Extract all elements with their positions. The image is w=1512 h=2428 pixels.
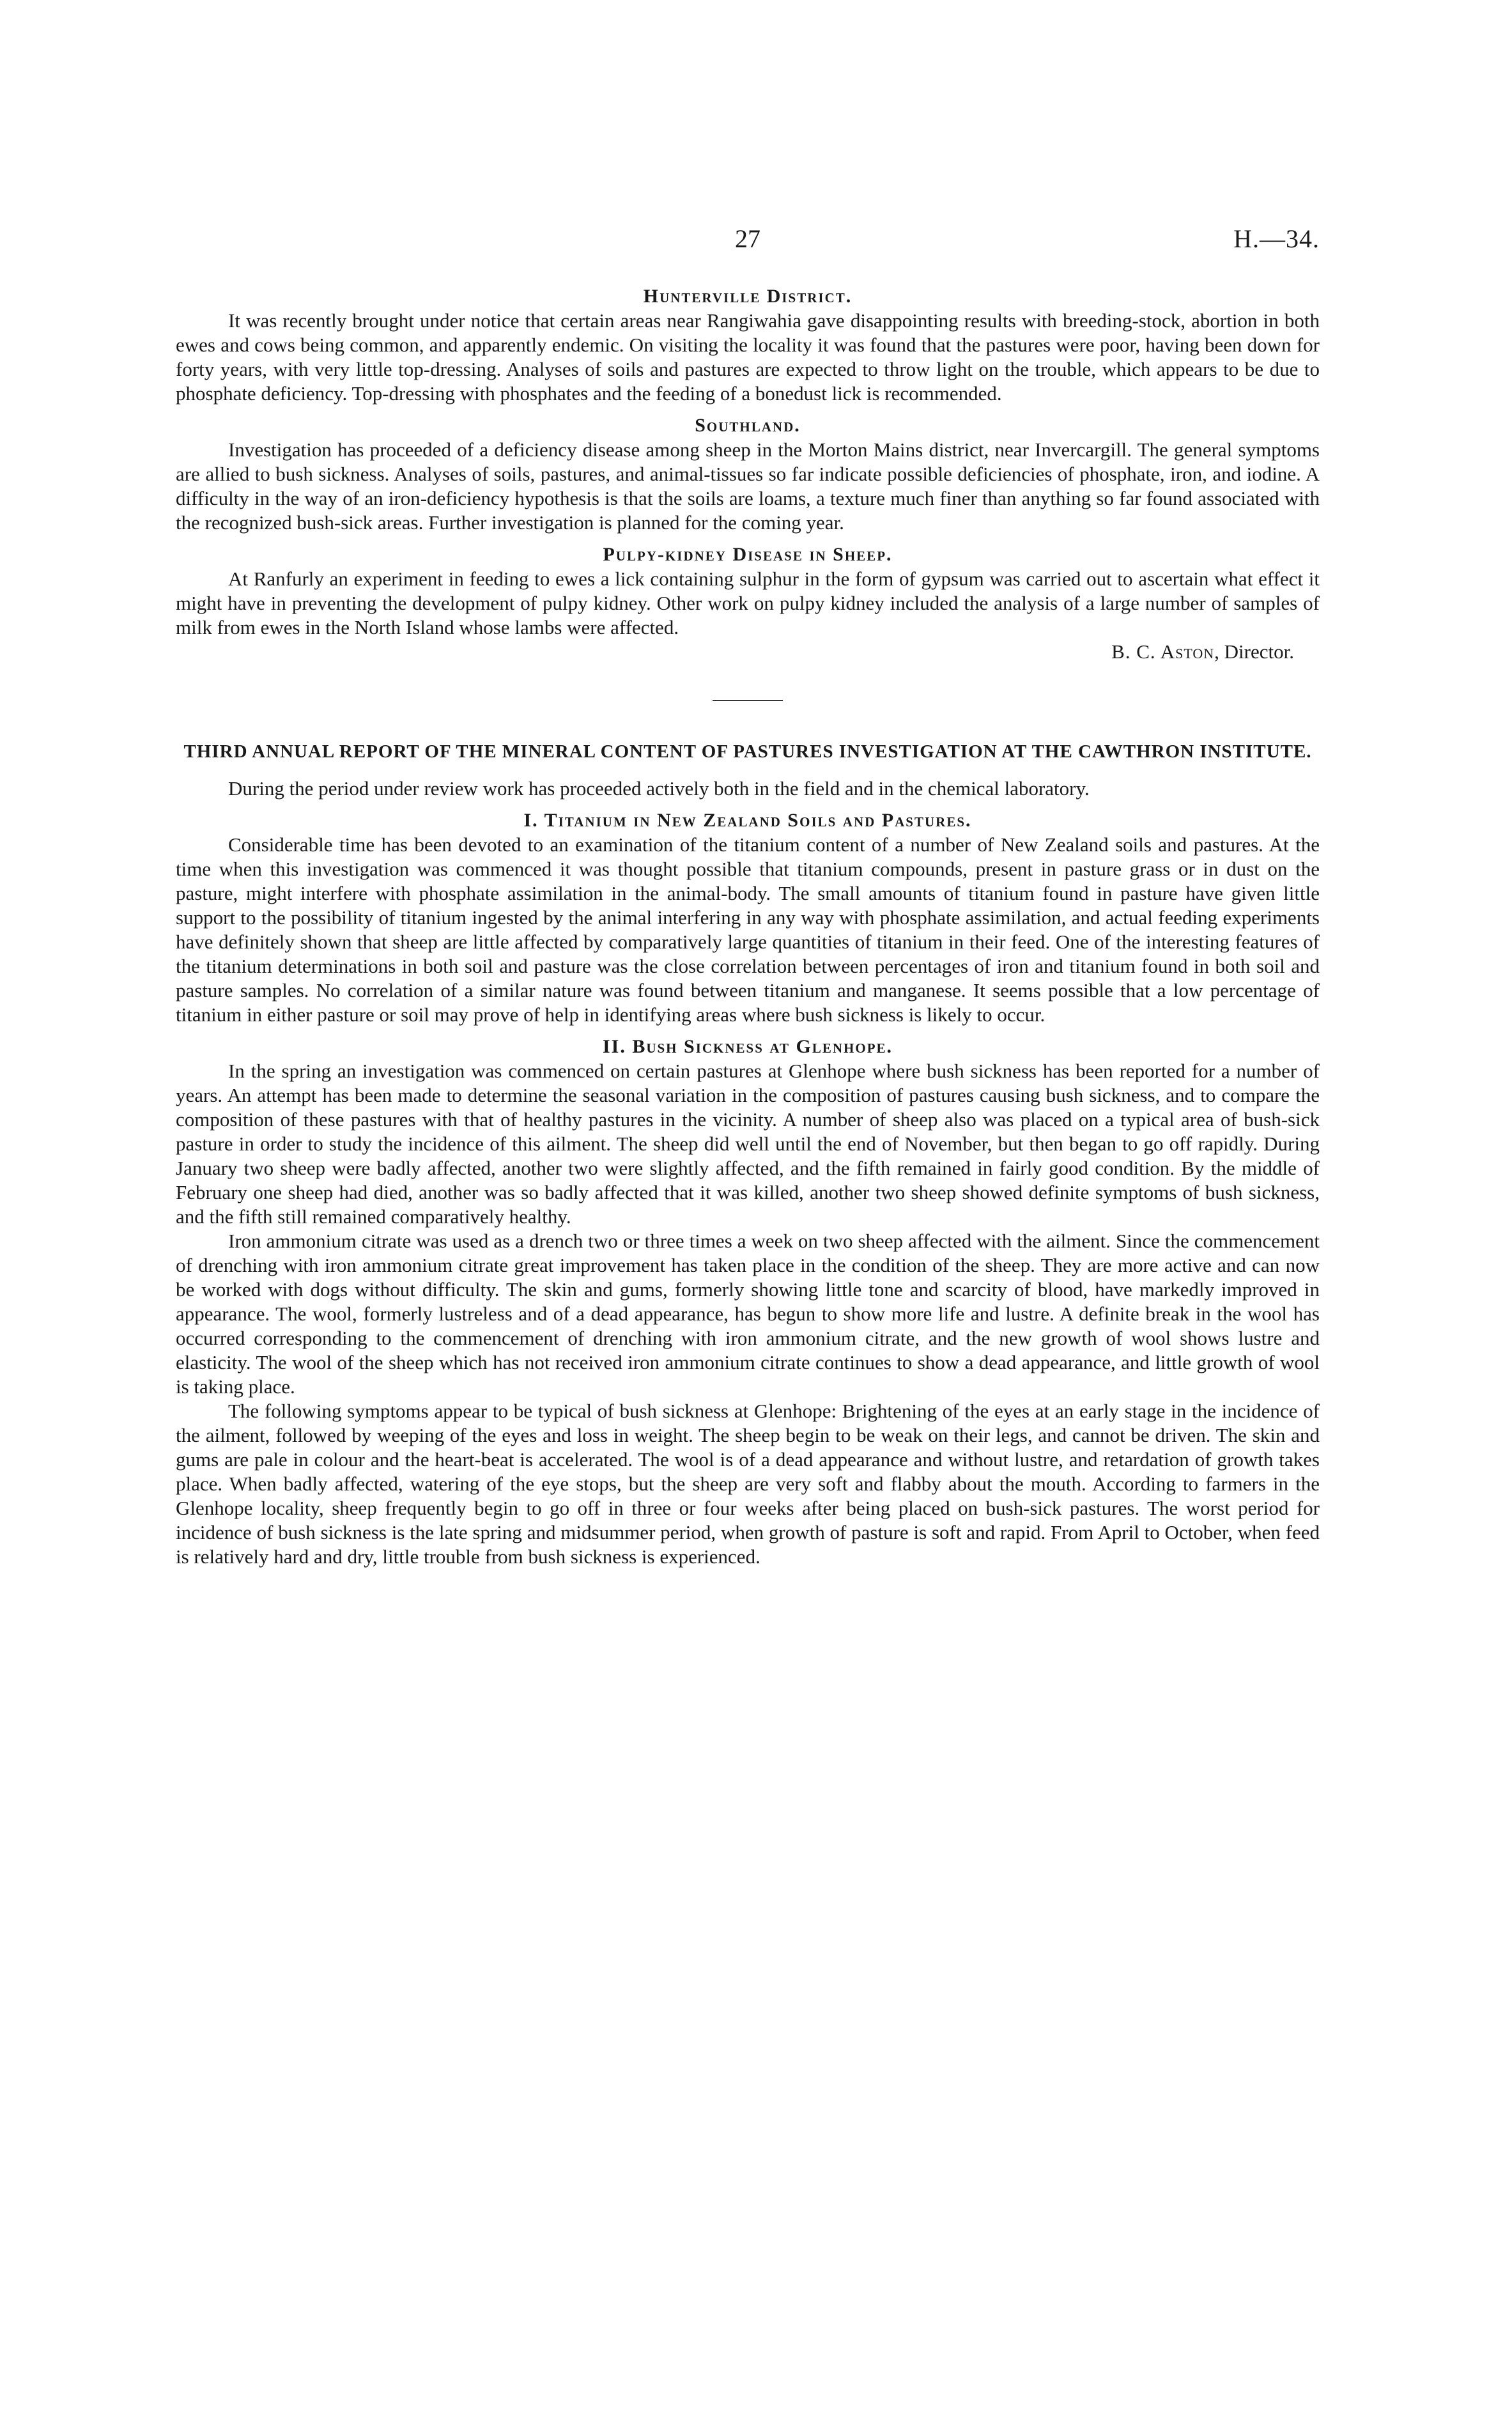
signature-name: B. C. Aston (1111, 640, 1215, 663)
paragraph-glenhope-symptoms: The following symptoms appear to be typical of bush sickness at Glenhope: Brightening of the eyes at an early stage in the incidence of the ailment, followed by weeping of the eyes and loss in weight. The sheep begin to be weak on their legs, and cannot be driven. The skin and gums are pale in colour and the heart-beat is accelerated. The wool is of a dead appearance and without lustre, and retardation of growth takes place. When badly affected, watering of the eye stops, but the sheep are very soft and flabby about the mouth. According to farmers in the Glenhope locality, sheep frequently begin to go off in three or four weeks after being placed on bush-sick pastures. The worst period for incidence of bush sickness is the late spring and midsummer period, when growth of pasture is soft and rapid. From April to October, when feed is relatively hard and dry, little trouble from bush sickness is experienced. (176, 1400, 1320, 1568)
paragraph-glenhope-investigation: In the spring an investigation was commenced on certain pastures at Glenhope where bush sickness has been reported for a number of years. An attempt has been made to determine the seasonal variation in the composition of pastures causing bush sickness, and to compare the composition of these pastures with that of healthy pastures in the vicinity. A number of sheep also was placed on a typical area of bush-sick pasture in order to study the incidence of this ailment. The sheep did well until the end of November, but then began to go off rapidly. During January two sheep were badly affected, another two were slightly affected, and the fifth remained in fairly good condition. By the middle of February one sheep had died, another was so badly affected that it was killed, another two sheep showed definite symptoms of bush sickness, and the fifth still remained comparatively healthy. (176, 1060, 1320, 1228)
paragraph-southland: Investigation has proceeded of a deficiency disease among sheep in the Morton Mains district, near Invercargill. The general symptoms are allied to bush sickness. Analyses of soils, pastures, and animal-tissues so far indicate possible deficiencies of phosphate, iron, and iodine. A difficulty in the way of an iron-deficiency hypothesis is that the soils are loams, a texture much finer than anything so far found associated with the recognized bush-sick areas. Further investigation is planned for the coming year. (176, 438, 1320, 534)
page-number: 27 (735, 224, 760, 253)
document-reference: H.—34. (1233, 224, 1320, 253)
paragraph-report-intro: During the period under review work has proceeded actively both in the field and in the chemical laboratory. (228, 777, 1090, 800)
section-heading-hunterville: Hunterville District. (643, 286, 852, 307)
section-heading-glenhope: II. Bush Sickness at Glenhope. (602, 1036, 893, 1057)
section-divider (713, 700, 783, 701)
report-title: THIRD ANNUAL REPORT OF THE MINERAL CONTENT OF PASTURES INVESTIGATION AT THE CAWTHRON INSTITUTE. (183, 741, 1312, 762)
signature-line (176, 640, 1320, 664)
paragraph-pulpy-kidney: At Ranfurly an experiment in feeding to ewes a lick containing sulphur in the form of gypsum was carried out to ascertain what effect it might have in preventing the development of pulpy kidney. Other work on pulpy kidney included the analysis of a large number of samples of milk from ewes in the North Island whose lambs were affected. (176, 568, 1320, 638)
section-heading-southland: Southland. (695, 415, 801, 436)
signature-title: , Director. (1214, 640, 1294, 663)
section-heading-pulpy-kidney: Pulpy-kidney Disease in Sheep. (603, 544, 893, 565)
running-head (176, 224, 1320, 262)
page-content (176, 284, 1320, 1569)
paragraph-hunterville: It was recently brought under notice that certain areas near Rangiwahia gave disappointing results with breeding-stock, abortion in both ewes and cows being common, and apparently endemic. On visiting the locality it was found that the pastures were poor, having been down for forty years, with very little top-dressing. Analyses of soils and pastures are expected to throw light on the trouble, which appears to be due to phosphate deficiency. Top-dressing with phosphates and the feeding of a bonedust lick is recommended. (176, 309, 1320, 405)
section-heading-titanium: I. Titanium in New Zealand Soils and Pastures. (523, 810, 972, 831)
paragraph-titanium: Considerable time has been devoted to an examination of the titanium content of a number of New Zealand soils and pastures. At the time when this investigation was commenced it was thought possible that titanium compounds, present in pasture grass or in dust on the pasture, might interfere with phosphate assimilation in the animal-body. The small amounts of titanium found in pasture have given little support to the possibility of titanium ingested by the animal interfering in any way with phosphate assimilation, and actual feeding experiments have definitely shown that sheep are little affected by comparatively large quantities of titanium in their feed. One of the interesting features of the titanium determinations in both soil and pasture was the close correlation between percentages of iron and titanium found in both soil and pasture samples. No correlation of a similar nature was found between titanium and manganese. It seems possible that a low percentage of titanium in either pasture or soil may prove of help in identifying areas where bush sickness is likely to occur. (176, 833, 1320, 1026)
paragraph-glenhope-treatment: Iron ammonium citrate was used as a drench two or three times a week on two sheep affected with the ailment. Since the commencement of drenching with iron ammonium citrate great improvement has taken place in the condition of the sheep. They are more active and can now be worked with dogs without difficulty. The skin and gums, formerly showing little tone and scarcity of blood, have markedly improved in appearance. The wool, formerly lustreless and of a dead appearance, has begun to show more life and lustre. A definite break in the wool has occurred corresponding to the commencement of drenching with iron ammonium citrate, and the new growth of wool shows lustre and elasticity. The wool of the sheep which has not received iron ammonium citrate continues to show a dead appearance, and little growth of wool is taking place. (176, 1230, 1320, 1398)
